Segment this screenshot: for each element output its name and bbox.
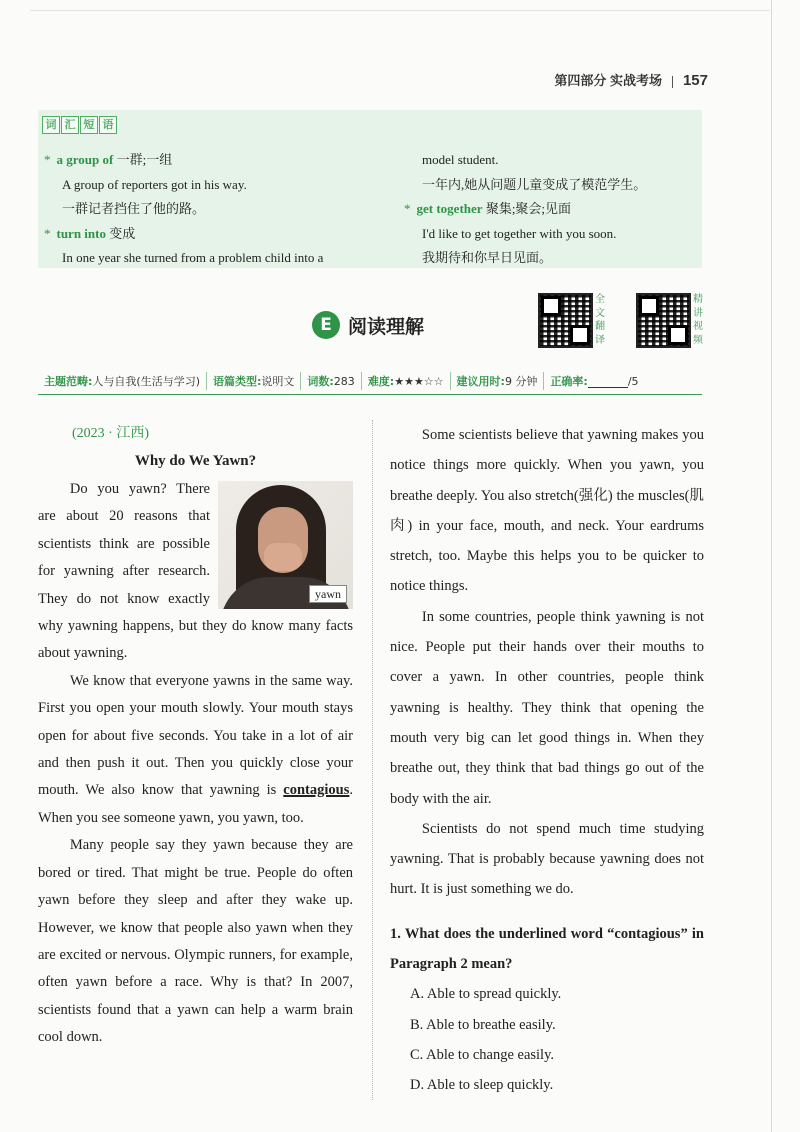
info-key: 正确率: — [550, 375, 588, 388]
left-column — [38, 422, 353, 1052]
section-letter-badge: E — [312, 311, 340, 339]
vocabulary-box — [38, 110, 702, 268]
vocab-meaning: 聚集;聚会;见面 — [485, 201, 572, 216]
header-section: 第四部分 实战考场 — [554, 73, 662, 88]
page-right-edge — [771, 0, 772, 1132]
info-type — [207, 372, 301, 390]
vocab-title-char: 语 — [99, 116, 117, 134]
photo-label: yawn — [309, 585, 347, 603]
yawn-photo — [218, 481, 353, 609]
info-words — [301, 372, 361, 390]
star-icon: * — [404, 201, 411, 216]
vocab-entry — [44, 222, 364, 247]
page-number: 157 — [682, 72, 708, 89]
star-icon: * — [44, 152, 51, 167]
accuracy-blank[interactable] — [588, 375, 628, 388]
running-header — [554, 70, 708, 89]
option-b[interactable]: B. Able to breathe easily. — [410, 1016, 556, 1033]
info-value: 说明文 — [261, 375, 295, 388]
qr-code-icon[interactable] — [636, 293, 691, 348]
vocab-example: In one year she turned from a problem child into a — [62, 250, 324, 265]
article-title: Why do We Yawn? — [134, 453, 257, 469]
info-value: 9 分钟 — [504, 375, 538, 388]
vocab-example: I'd like to get together with you soon. — [422, 225, 617, 241]
qr-label-translation: 全文翻译 — [595, 294, 605, 346]
paragraph-3: Many people say they yawn because they are bored or tired. That might be true. People do often yawn before they sleep and after they wake up. However, we know that people also yawn when they are excited or nervous. Olympic runners, for example, often yawn before a race. Why is that? In 2007, scientists found that a yawn can help a warm brain cool down. — [38, 837, 353, 1046]
vocabulary-title — [42, 116, 117, 134]
photo-hand — [264, 543, 302, 571]
vocab-title-char: 词 — [42, 116, 60, 134]
qr-label-video: 精讲视频 — [693, 294, 703, 346]
vocab-example: 一群记者挡住了他的路。 — [62, 201, 206, 216]
right-column — [390, 420, 704, 1101]
vocab-phrase: turn into — [56, 225, 106, 241]
vocab-meaning: 一群;一组 — [116, 152, 173, 167]
vocab-right-column — [404, 148, 704, 271]
vocab-title-char: 汇 — [61, 116, 79, 134]
paragraph-4: Some scientists believe that yawning makes you notice things more quickly. When you yawn, you breathe deeply. You also stretch(强化) the muscles(肌肉) in your face, mouth, and neck. Your eardrums stretch, too. Maybe this helps you to be quicker to notice things. — [390, 427, 704, 595]
info-value: ★★★☆☆ — [394, 374, 444, 388]
underlined-word: contagious — [283, 782, 350, 799]
vocab-phrase: get together — [416, 201, 483, 216]
info-value: 人与自我(生活与学习) — [92, 375, 200, 388]
paragraph-1: Do you yawn? There are about 20 reasons that scientists think are possible for yawning after research. They do not know exactly why yawning happens, but they do know many facts about yawning. — [38, 481, 353, 662]
section-heading: 阅读理解 — [348, 315, 425, 338]
info-value: /5 — [627, 374, 639, 388]
info-value: 283 — [333, 374, 355, 388]
paragraph-2-part-b: . When you see someone yawn, you yawn, too. — [38, 782, 353, 826]
vocab-example: 我期待和你早日见面。 — [422, 250, 553, 265]
page-top-edge — [30, 10, 770, 11]
vocab-left-column — [44, 148, 364, 271]
paragraph-2 — [38, 668, 353, 832]
vocab-example: 一年内,她从问题儿童变成了模范学生。 — [422, 176, 647, 192]
info-difficulty — [362, 372, 451, 390]
option-c[interactable]: C. Able to change easily. — [410, 1046, 555, 1063]
vocab-phrase: a group of — [56, 152, 114, 167]
vocab-entry — [404, 197, 704, 222]
paragraph-5: In some countries, people think yawning is not nice. People put their hands over their mouths to cover a yawn. In other countries, people think yawning is healthy. They think that opening the mouth very big can let good things in. When they breathe out, they think that bad things go out of the body with the air. — [390, 608, 704, 807]
vocab-example: A group of reporters got in his way. — [62, 176, 247, 192]
paragraph-2-part-a: We know that everyone yawns in the same way. First you open your mouth slowly. Your mouth stays open for about five seconds. You take in a lot of air and then push it out. Then you quickly close your mouth. We also know that yawning is — [38, 672, 353, 799]
column-divider — [372, 420, 373, 1100]
vocab-entry — [44, 148, 364, 173]
info-theme — [38, 372, 207, 390]
info-key: 语篇类型: — [213, 375, 262, 388]
qr-code-icon[interactable] — [538, 293, 593, 348]
info-key: 建议用时: — [456, 375, 505, 388]
info-time — [451, 372, 545, 390]
section-title — [312, 311, 424, 339]
option-d[interactable]: D. Able to sleep quickly. — [410, 1077, 554, 1094]
info-accuracy — [544, 372, 644, 390]
info-key: 难度: — [367, 375, 395, 388]
star-icon: * — [44, 225, 51, 241]
info-key: 主题范畴: — [44, 375, 93, 388]
vocab-meaning: 变成 — [109, 225, 136, 241]
vocab-title-char: 短 — [80, 116, 98, 134]
info-bar — [38, 368, 702, 395]
header-separator — [672, 76, 673, 88]
info-key: 词数: — [307, 375, 334, 388]
question-1-stem: 1. What does the underlined word “contagious” in Paragraph 2 mean? — [390, 925, 704, 973]
option-a[interactable]: A. Able to spread quickly. — [410, 986, 562, 1003]
vocab-example: model student. — [422, 152, 499, 167]
article-source: (2023 · 江西) — [72, 426, 149, 441]
paragraph-6: Scientists do not spend much time studying yawning. That is probably because yawning does not hurt. It is just something we do. — [390, 820, 704, 898]
